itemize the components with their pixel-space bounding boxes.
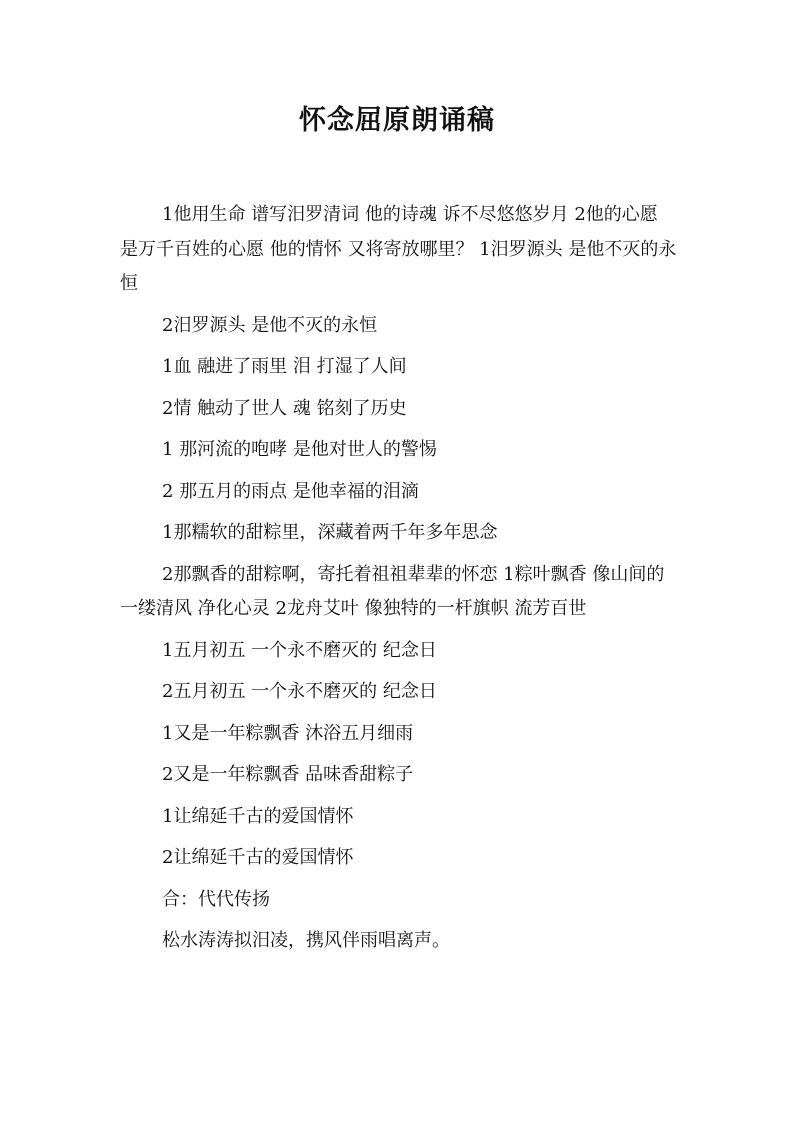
paragraph: 2情 触动了世人 魂 铭刻了历史	[162, 397, 407, 419]
paragraph: 1那糯软的甜粽里，深藏着两千年多年思念	[162, 522, 498, 543]
paragraph: 1 那河流的咆哮 是他对世人的警惕	[162, 439, 437, 460]
document-body	[120, 198, 678, 966]
paragraph: 2汨罗源头 是他不灭的永恒	[162, 314, 378, 336]
paragraph: 松水涛涛拟汨凌，携风伴雨唱离声。	[162, 930, 450, 951]
paragraph: 2那飘香的甜粽啊，寄托着祖祖辈辈的怀恋 1粽叶飘香 像山间的一缕清风 净化心灵 2龙舟艾叶 像独特的一杆旗帜 流芳百世	[120, 563, 665, 619]
paragraph: 1又是一年粽飘香 沐浴五月细雨	[162, 722, 414, 744]
paragraph: 1让绵延千古的爱国情怀	[162, 805, 354, 827]
document-title: 怀念屈原朗诵稿	[299, 105, 495, 136]
paragraph: 2 那五月的雨点 是他幸福的泪滴	[162, 480, 419, 502]
paragraph: 2五月初五 一个永不磨灭的 纪念日	[162, 681, 437, 702]
paragraph: 1血 融进了雨里 泪 打湿了人间	[162, 356, 407, 377]
paragraph: 1他用生命 谱写汨罗清词 他的诗魂 诉不尽悠悠岁月 2他的心愿 是万千百姓的心愿 他的情怀 又将寄放哪里？ 1汨罗源头 是他不灭的永恒	[120, 204, 677, 294]
paragraph: 2让绵延千古的爱国情怀	[162, 847, 354, 868]
paragraph: 2又是一年粽飘香 品味香甜粽子	[162, 764, 414, 785]
paragraph: 1五月初五 一个永不磨灭的 纪念日	[162, 639, 437, 661]
paragraph: 合：代代传扬	[162, 888, 270, 910]
